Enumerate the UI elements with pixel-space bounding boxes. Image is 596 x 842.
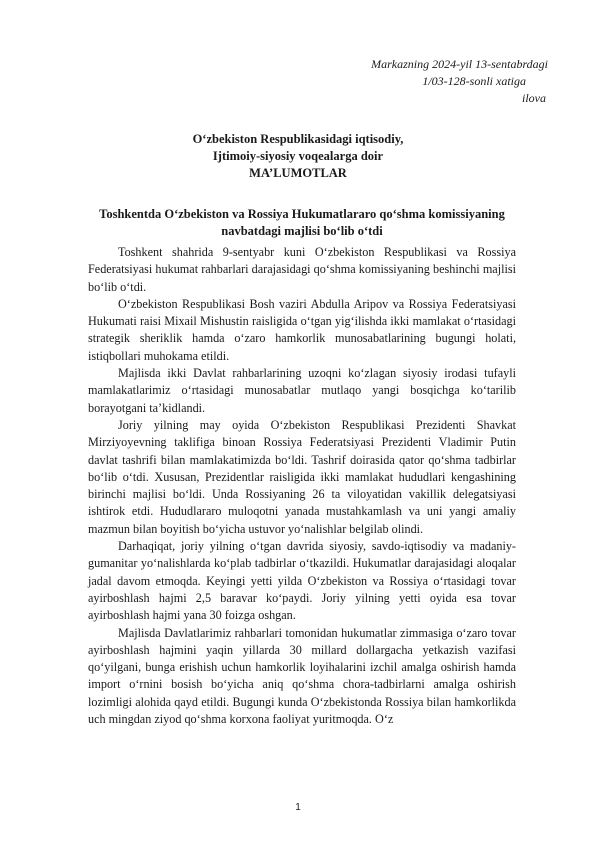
paragraph: Majlisda ikki Davlat rahbarlarining uzoqni ko‘zlagan siyosiy irodasi tufayli mamlakatlarimiz o‘rtasidagi munosabatlar mutlaqo yangi bosqichga ko‘tarilib borayotgani ta’kidlandi.: [88, 366, 516, 415]
section-heading-line-1: Toshkentda O‘zbekiston va Rossiya Hukumatlararo qo‘shma komissiyaning: [99, 207, 505, 221]
section-heading: [88, 206, 516, 240]
annex-line-2: 1/03-128-sonli xatiga: [422, 74, 526, 88]
document-title: [88, 131, 508, 182]
section-heading-line-2: navbatdagi majlisi bo‘lib o‘tdi: [221, 224, 383, 238]
paragraph: O‘zbekiston Respublikasi Bosh vaziri Abdulla Aripov va Rossiya Federatsiyasi Hukumati raisi Mixail Mishustin raisligida o‘tgan yig‘ilishda ikki mamlakat o‘rtasidagi strategik sheriklik hamda o‘zaro hamkorlik munosabatlarining bugungi holati, istiqbollari muhokama etildi.: [88, 296, 516, 363]
title-line-3: MA’LUMOTLAR: [249, 166, 347, 180]
paragraph: Toshkent shahrida 9-sentyabr kuni O‘zbekiston Respublikasi va Rossiya Federatsiyasi hukumat rahbarlari darajasidagi qo‘shma komissiyaning beshinchi majlisi bo‘lib o‘tdi.: [88, 245, 516, 294]
title-line-1: O‘zbekiston Respublikasidagi iqtisodiy,: [192, 132, 404, 146]
paragraph: Darhaqiqat, joriy yilning o‘tgan davrida siyosiy, savdo-iqtisodiy va madaniy-gumanitar yo‘nalishlarda ko‘plab tadbirlar o‘tkazildi. Hukumatlar darajasidagi aloqalar jadal davom etmoqda. Keyingi yetti yilda O‘zbekiston va Rossiya o‘rtasidagi tovar ayirboshlash hajmi 2,5 baravar ko‘paydi. Joriy yilning yetti oyida esa tovar ayirboshlash hajmi yana 30 foizga oshgan.: [88, 539, 516, 623]
paragraph: Majlisda Davlatlarimiz rahbarlari tomonidan hukumatlar zimmasiga o‘zaro tovar ayirboshlash hajmini yaqin yillarda 30 millard dollargacha yetkazish vazifasi qo‘yilgani, bunga erishish uchun hamkorlik loyihalarini izchil amalga oshirish hamda import o‘rnini bosish bo‘yicha aniq qo‘shma chora-tadbirlarni amalga oshirish lozimligi alohida qayd etildi. Bugungi kunda O‘zbekistonda Rossiya bilan hamkorlikda uch mingdan ziyod qo‘shma korxona faoliyat yuritmoqda. O‘z: [88, 625, 516, 727]
annex-line-3: ilova: [522, 91, 546, 105]
body-text: [88, 244, 516, 728]
annex-reference: [300, 56, 550, 107]
title-line-2: Ijtimoiy-siyosiy voqealarga doir: [212, 149, 384, 163]
annex-line-1: Markazning 2024-yil 13-sentabrdagi: [371, 57, 548, 71]
paragraph: Joriy yilning may oyida O‘zbekiston Respublikasi Prezidenti Shavkat Mirziyoyevning taklifiga binoan Rossiya Federatsiyasi Prezidenti Vladimir Putin davlat tashrifi bilan mamlakatimizda bo‘ldi. Tashrif doirasida qator qo‘shma tadbirlar bo‘lib o‘tdi. Xususan, Prezidentlar raisligida ikki mamlakat hududlari kengashining birinchi majlisi bo‘ldi. Unda Rossiyaning 26 ta viloyatidan vakillik delegatsiyasi ishtirok etdi. Hududlararo muloqotni yanada mustahkamlash va uni yangi amaliy mazmun bilan boyitish bo‘yicha ustuvor yo‘nalishlar belgilab olindi.: [88, 417, 516, 536]
page-number: 1: [295, 802, 301, 813]
